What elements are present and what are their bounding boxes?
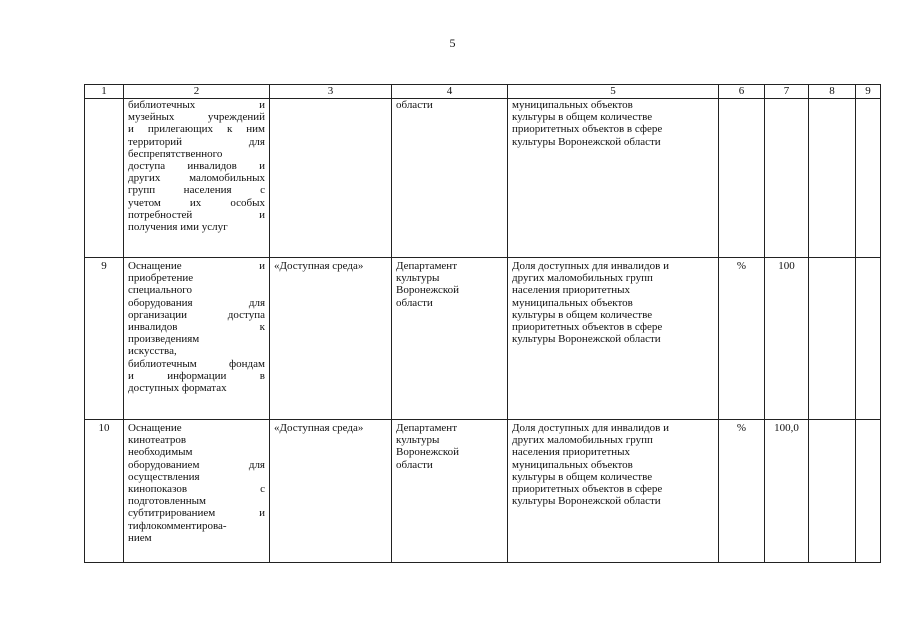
indicator-line: населения приоритетных <box>512 446 631 459</box>
table-row <box>85 99 881 258</box>
indicator-line: приоритетных объектов в сфере <box>512 483 663 496</box>
program-table <box>84 84 881 563</box>
indicator-cell <box>508 99 719 258</box>
header-cell: 1 <box>85 85 124 99</box>
indicator-line: культуры Воронежской области <box>512 495 661 508</box>
unit-cell: % <box>719 258 765 420</box>
measure-line: других маломобильных <box>128 172 265 185</box>
executor-line: области <box>396 99 433 111</box>
row-number-cell: 9 <box>85 258 124 420</box>
measure-line: беспрепятственного <box>128 147 223 160</box>
executor-line: Департамент <box>396 260 458 272</box>
col9-cell <box>856 258 881 420</box>
indicator-cell <box>508 420 719 563</box>
measure-line: приобретение <box>128 272 194 285</box>
measure-line: субтитрированием и <box>128 507 265 520</box>
measure-line: подготовленным <box>128 495 206 508</box>
measure-line: Оснащение <box>128 422 182 434</box>
measure-line: библиотечных и <box>128 99 265 111</box>
executor-line: Воронежской <box>396 284 460 297</box>
measure-line: искусства, <box>128 345 177 358</box>
executor-cell <box>392 99 508 258</box>
header-cell: 8 <box>809 85 856 99</box>
indicator-line: приоритетных объектов в сфере <box>512 321 663 334</box>
unit-cell <box>719 99 765 258</box>
measure-line: кинопоказов с <box>128 483 265 496</box>
measure-line: необходимым <box>128 446 193 459</box>
indicator-line: Доля доступных для инвалидов и <box>512 260 669 272</box>
header-cell: 7 <box>765 85 809 99</box>
indicator-line: муниципальных объектов <box>512 99 633 111</box>
col8-cell <box>809 99 856 258</box>
measure-line: организации доступа <box>128 308 265 321</box>
indicator-line: культуры в общем количестве <box>512 111 653 124</box>
measure-line: получения ими услуг <box>128 221 228 234</box>
executor-cell <box>392 420 508 563</box>
executor-line: области <box>396 296 433 309</box>
indicator-line: населения приоритетных <box>512 284 631 297</box>
page-number: 5 <box>449 36 456 50</box>
indicator-line: Доля доступных для инвалидов и <box>512 422 669 434</box>
table-row <box>85 420 881 563</box>
measure-cell <box>124 420 270 563</box>
measure-line: доступных форматах <box>128 382 227 395</box>
header-cell: 4 <box>392 85 508 99</box>
measure-line: территорий для <box>128 135 265 148</box>
measure-line: доступа инвалидов и <box>128 160 265 173</box>
measure-line: специального <box>128 284 193 297</box>
indicator-line: культуры в общем количестве <box>512 470 653 483</box>
measure-line: групп населения с <box>128 184 265 197</box>
header-cell: 6 <box>719 85 765 99</box>
table-row <box>85 258 881 420</box>
measure-line: и прилегающих к ним <box>128 123 265 136</box>
measure-line: потребностей и <box>128 208 265 221</box>
row-number-cell: 10 <box>85 420 124 563</box>
measure-line: и информации в <box>128 369 265 382</box>
measure-line: произведениям <box>128 333 200 346</box>
value-cell: 100 <box>765 258 809 420</box>
measure-line: библиотечным фондам <box>128 357 265 370</box>
indicator-line: культуры Воронежской области <box>512 135 661 148</box>
executor-cell <box>392 258 508 420</box>
indicator-cell <box>508 258 719 420</box>
indicator-line: муниципальных объектов <box>512 296 633 309</box>
executor-line: Воронежской <box>396 446 460 459</box>
program-cell: «Доступная среда» <box>270 258 392 420</box>
value-cell <box>765 99 809 258</box>
measure-line: учетом их особых <box>128 196 265 209</box>
measure-line: Оснащение и <box>128 260 265 272</box>
unit-cell: % <box>719 420 765 563</box>
indicator-line: муниципальных объектов <box>512 458 633 471</box>
indicator-line: приоритетных объектов в сфере <box>512 123 663 136</box>
indicator-line: других маломобильных групп <box>512 272 653 285</box>
measure-line: инвалидов к <box>128 321 265 334</box>
col9-cell <box>856 99 881 258</box>
executor-line: области <box>396 458 433 471</box>
executor-line: культуры <box>396 272 440 285</box>
header-cell: 9 <box>856 85 881 99</box>
row-number-cell <box>85 99 124 258</box>
header-cell: 5 <box>508 85 719 99</box>
indicator-line: культуры Воронежской области <box>512 333 661 346</box>
program-cell <box>270 99 392 258</box>
indicator-line: культуры в общем количестве <box>512 308 653 321</box>
col9-cell <box>856 420 881 563</box>
measure-line: музейных учреждений <box>128 111 265 124</box>
measure-cell <box>124 99 270 258</box>
measure-line: оборудованием для <box>128 458 265 471</box>
executor-line: культуры <box>396 434 440 447</box>
col8-cell <box>809 258 856 420</box>
measure-line: кинотеатров <box>128 434 187 447</box>
measure-cell <box>124 258 270 420</box>
program-cell: «Доступная среда» <box>270 420 392 563</box>
indicator-line: других маломобильных групп <box>512 434 653 447</box>
header-row <box>85 85 881 99</box>
value-cell: 100,0 <box>765 420 809 563</box>
col8-cell <box>809 420 856 563</box>
measure-line: осуществления <box>128 470 200 483</box>
executor-line: Департамент <box>396 422 458 434</box>
header-cell: 2 <box>124 85 270 99</box>
measure-line: тифлокомментирова- <box>128 519 227 532</box>
measure-line: нием <box>128 531 152 544</box>
measure-line: оборудования для <box>128 296 265 309</box>
header-cell: 3 <box>270 85 392 99</box>
